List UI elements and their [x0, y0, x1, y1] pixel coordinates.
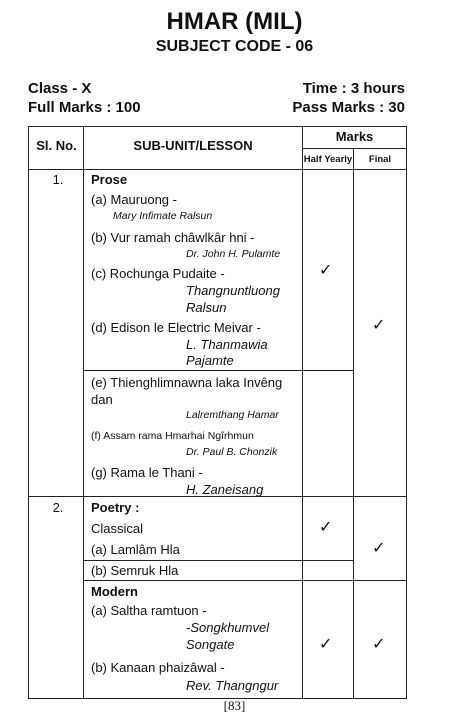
- check-icon-classical-half-yearly: ✓: [319, 517, 333, 536]
- page-title: HMAR (MIL): [166, 8, 303, 35]
- prose-c-author-line1: Thangnuntluong: [186, 283, 280, 298]
- prose-heading: Prose: [91, 172, 128, 187]
- header-sl-no: Sl. No.: [36, 138, 77, 153]
- prose-g-author: H. Zaneisang: [186, 482, 264, 497]
- prose-b-title: (b) Vur ramah châwlkâr hni -: [91, 230, 255, 245]
- poetry-modern-a-author-line1: -Songkhumvel: [186, 620, 270, 635]
- prose-d-author-line2: Pajamte: [186, 353, 234, 368]
- table-border-right: [406, 126, 407, 699]
- check-icon-classical-final: ✓: [372, 538, 386, 557]
- marks-header-divider: [302, 148, 407, 149]
- check-icon-modern-final: ✓: [372, 634, 386, 653]
- prose-d-title: (d) Edison le Electric Meivar -: [91, 320, 261, 335]
- half-yearly-split-line: [302, 370, 354, 371]
- subject-code: SUBJECT CODE - 06: [155, 38, 314, 55]
- full-marks-label: Full Marks : 100: [28, 99, 141, 116]
- poetry-classical-a: (a) Lamlâm Hla: [91, 542, 180, 557]
- class-label: Class - X: [28, 80, 92, 97]
- prose-f-author: Dr. Paul B. Chonzik: [186, 446, 278, 458]
- header-half-yearly: Half Yearly: [303, 154, 353, 165]
- modern-split-line: [83, 580, 407, 581]
- col-divider-lesson: [302, 126, 303, 699]
- col-divider-marks: [353, 148, 354, 699]
- sl-no-2: 2.: [52, 500, 64, 515]
- table-border-top: [28, 126, 407, 127]
- prose-e-title-line1: (e) Thienghlimnawna laka Invêng: [91, 375, 283, 390]
- header-bottom-line: [28, 169, 407, 170]
- pass-marks-label: Pass Marks : 30: [292, 99, 405, 116]
- check-icon-modern-half-yearly: ✓: [319, 634, 333, 653]
- prose-d-author-line1: L. Thanmawia: [186, 337, 268, 352]
- header-marks: Marks: [335, 129, 374, 144]
- prose-f-title: (f) Assam rama Hmarhai Ngîrhmun: [91, 430, 254, 442]
- check-icon-prose-final: ✓: [372, 315, 386, 334]
- poetry-modern-a-title: (a) Saltha ramtuon -: [91, 603, 207, 618]
- check-icon-prose-half-yearly: ✓: [319, 260, 333, 279]
- time-label: Time : 3 hours: [302, 80, 405, 97]
- prose-e-author: Lalremthang Hamar: [186, 409, 279, 421]
- prose-e-title-line2: dan: [91, 392, 113, 407]
- prose-b-author: Dr. John H. Pulamte: [186, 248, 281, 260]
- col-divider-sl: [83, 126, 84, 699]
- syllabus-table: [28, 126, 407, 699]
- header-lesson: SUB-UNIT/LESSON: [133, 138, 253, 153]
- poetry-modern-a-author-line2: Songate: [186, 637, 235, 652]
- prose-split-line: [83, 370, 303, 371]
- poetry-modern-label: Modern: [91, 584, 138, 599]
- poetry-classical-b: (b) Semruk Hla: [91, 563, 179, 578]
- table-border-left: [28, 126, 29, 699]
- poetry-classical-label: Classical: [91, 521, 144, 536]
- header-final: Final: [368, 154, 392, 165]
- poetry-modern-b-title: (b) Kanaan phaizâwal -: [91, 660, 225, 675]
- prose-a-author: Mary Infimate Ralsun: [113, 210, 213, 222]
- prose-c-title: (c) Rochunga Pudaite -: [91, 266, 225, 281]
- prose-g-title: (g) Rama le Thani -: [91, 465, 203, 480]
- prose-c-author-line2: Ralsun: [186, 300, 227, 315]
- poetry-heading: Poetry :: [91, 500, 140, 515]
- prose-a-title: (a) Mauruong -: [91, 192, 177, 207]
- sl-no-1: 1.: [52, 172, 64, 187]
- poetry-modern-b-author: Rev. Thangngur: [186, 678, 279, 693]
- page-number: [83]: [223, 698, 246, 713]
- classical-split-line: [83, 560, 354, 561]
